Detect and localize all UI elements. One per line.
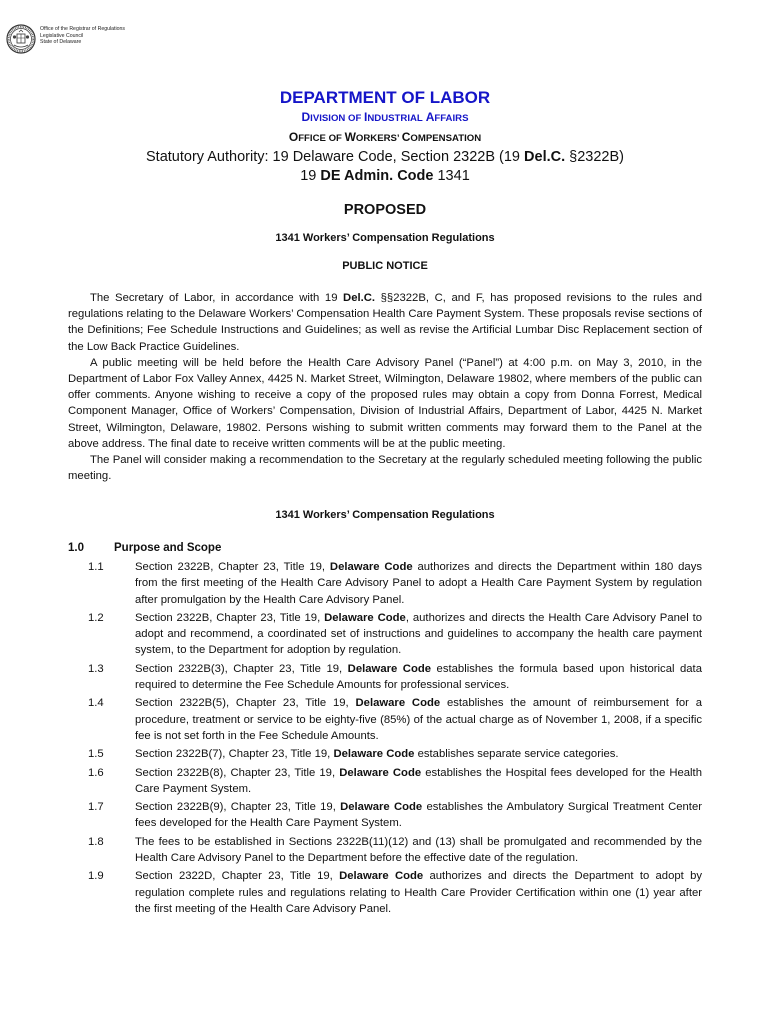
list-item (68, 868, 702, 917)
public-notice-body (68, 290, 702, 484)
item-text-part: Section 2322B(7), Chapter 23, Title 19, (135, 748, 334, 761)
section-heading (68, 540, 702, 556)
office-letter: O (288, 130, 299, 144)
notice-text: §§2322B, C, and F, has proposed revisions to the rules and regulations relating to the Delaware Workers’ Compensation Health Care Payment System. These proposals revise sections of the Definitions; Fee Schedule Instructions and Guidelines; as well as revise the Artificial Lumbar Disc Replacement section of the Low Back Practice Guidelines. (68, 292, 702, 353)
item-text-part: Section 2322B(9), Chapter 23, Title 19, (135, 801, 341, 814)
division-letter: A (425, 110, 435, 124)
authority-citation: Del.C. (524, 149, 566, 165)
office-word: FFICE (298, 133, 326, 144)
item-citation: Delaware Code (355, 697, 441, 710)
division-word: FFAIRS (434, 113, 469, 124)
list-item (68, 695, 702, 744)
item-text-part: Section 2322B, Chapter 23, Title 19, (135, 561, 330, 574)
document-header (0, 88, 770, 273)
item-number: 1.7 (88, 801, 104, 814)
seal-icon (6, 24, 36, 54)
division-word: OF (345, 113, 365, 124)
office-letter: C (401, 130, 411, 144)
item-text-part: Section 2322D, Chapter 23, Title 19, (135, 870, 340, 883)
item-text-part: establishes the Ambulatory Surgical Treatment Center fees developed for the Health Care Payment System. (135, 801, 702, 830)
notice-paragraph (68, 290, 702, 355)
item-text (135, 559, 702, 608)
regulation-subtitle: 1341 Workers’ Compensation Regulations (275, 232, 495, 244)
division-title (0, 109, 770, 127)
registrar-lines (40, 26, 125, 46)
admin-code (0, 167, 770, 185)
item-number: 1.2 (88, 612, 104, 624)
item-number: 1.9 (88, 870, 104, 883)
item-text-part: authorizes and directs the Department within 180 days from the first meeting of the Health Care Advisory Panel to adopt a Health Care Payment System by regulation after promulgation by the Health Care Advisory Panel. (135, 561, 703, 606)
admin-code-citation: DE Admin. Code (320, 168, 434, 184)
division-letter: D (301, 110, 311, 124)
office-word: OF (325, 133, 345, 144)
item-citation: Delaware Code (333, 748, 415, 761)
registrar-line: State of Delaware (40, 39, 82, 46)
item-text-part: Section 2322B(3), Chapter 23, Title 19, (135, 662, 348, 675)
section-items (68, 559, 702, 917)
office-letter: W (344, 130, 356, 144)
regulations-title: 1341 Workers’ Compensation Regulations (275, 509, 495, 521)
notice-paragraph: The Panel will consider making a recommendation to the Secretary at the regularly scheduled meeting following the public meeting. (68, 454, 702, 483)
admin-code-text: 19 (300, 168, 321, 184)
authority-text: Statutory Authority: 19 Delaware Code, Section 2322B (19 (146, 149, 525, 165)
item-text-part: Section 2322B, Chapter 23, Title 19, (135, 612, 325, 624)
list-item (68, 661, 702, 693)
division-word: NDUSTRIAL (367, 113, 423, 124)
item-text (135, 610, 702, 659)
registrar-line: Office of the Registrar of Regulations (40, 26, 125, 32)
item-number: 1.6 (88, 766, 104, 779)
item-text-part: authorizes and directs the Department to adopt by regulation complete rules and regulations relating to Health Care Provider Certification within one (1) year after the first meeting of the Health Care Advisory Panel. (135, 870, 703, 915)
item-number: 1.1 (88, 561, 104, 574)
section-purpose-scope (68, 540, 702, 919)
notice-paragraph: A public meeting will be held before the Health Care Advisory Panel (“Panel”) at 4:00 p.m. on May 3, 2010, in the Department of Labor Fox Valley Annex, 4425 N. Market Street, Wilmington, Delaware 19802, where members of the public can offer comments. Anyone wishing to receive a copy of the proposed rules may obtain a copy from Donna Forrest, Medical Component Manager, Office of Workers’ Compensation, Division of Industrial Affairs, Department of Labor, 4425 N. Market Street, Wilmington, Delaware, 19802. Persons wishing to submit written comments may forward them to the Panel at the above address. The final date to receive written comments will be at the public meeting. (68, 356, 702, 450)
item-text (135, 868, 702, 917)
item-number: 1.3 (88, 662, 104, 675)
list-item (68, 834, 702, 866)
item-text (135, 799, 702, 831)
office-word: ORKERS’ (355, 133, 402, 144)
item-text-part: establishes the formula based upon historical data required to determine the Fee Schedule Amounts for professional services. (135, 662, 702, 691)
division-word: IVISION (310, 113, 346, 124)
item-text-part: establishes the Hospital fees developed for the Health Care Payment System. (135, 766, 702, 795)
section-title: Purpose and Scope (114, 542, 222, 554)
item-citation: Delaware Code (324, 612, 406, 624)
authority-text: §2322B) (565, 149, 624, 165)
division-letter: I (364, 110, 368, 124)
item-text (135, 746, 702, 762)
list-item (68, 799, 702, 831)
department-title: DEPARTMENT OF LABOR (279, 88, 491, 107)
list-item (68, 559, 702, 608)
item-citation: Delaware Code (329, 561, 413, 574)
proposed-heading: PROPOSED (343, 202, 427, 218)
list-item (68, 765, 702, 797)
list-item (68, 746, 702, 762)
item-text (135, 695, 702, 744)
item-citation: Delaware Code (347, 662, 432, 675)
list-item (68, 610, 702, 659)
item-text (135, 661, 702, 693)
item-text (135, 765, 702, 797)
item-text-part: Section 2322B(8), Chapter 23, Title 19, (135, 766, 340, 779)
item-text (135, 834, 702, 866)
item-citation: Delaware Code (339, 766, 422, 779)
admin-code-text: 1341 (433, 168, 470, 184)
item-text-part: , authorizes and directs the Health Care Advisory Panel to adopt and recommend, a coordinated set of instructions and guidelines to accompany the health care payment system, to the Department for adoption by regulation. (135, 612, 703, 657)
section-number: 1.0 (68, 542, 84, 554)
item-number: 1.5 (88, 748, 104, 761)
item-text-part: The fees to be established in Sections 2322B(11)(12) and (13) shall be promulgated and recommended by the Health Care Advisory Panel to the Department before the effective date of the regulation. (135, 835, 702, 864)
item-text-part: establishes the amount of reimbursement for a procedure, treatment or service to be eighty-five (85%) of the actual charge as of November 1, 2008, if a specific fee is not set forth in the Fee Schedule Amounts. (135, 697, 702, 742)
office-title (0, 129, 770, 147)
office-word: OMPENSATION (410, 133, 482, 144)
item-number: 1.4 (88, 697, 104, 710)
item-number: 1.8 (88, 835, 104, 848)
registrar-line: Legislative Council (40, 32, 84, 39)
item-citation: Delaware Code (340, 801, 423, 814)
registrar-logo (6, 24, 125, 54)
notice-text: The Secretary of Labor, in accordance with 19 (90, 292, 344, 304)
item-text-part: establishes separate service categories. (414, 748, 619, 761)
statutory-authority (0, 148, 770, 166)
notice-citation: Del.C. (343, 292, 376, 304)
public-notice-title: PUBLIC NOTICE (342, 260, 428, 272)
item-citation: Delaware Code (339, 870, 424, 883)
item-text-part: Section 2322B(5), Chapter 23, Title 19, (135, 697, 356, 710)
